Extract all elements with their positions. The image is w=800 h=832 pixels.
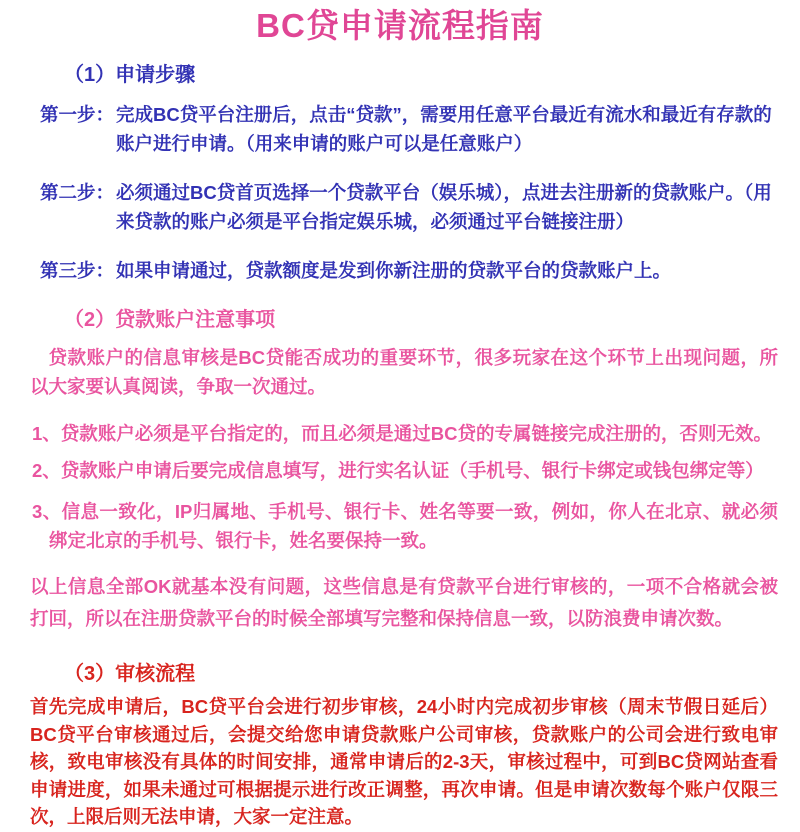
section-2-heading: （2）贷款账户注意事项 bbox=[64, 309, 276, 331]
list-item-3-text: 信息一致化，IP归属地、手机号、银行卡、姓名等要一致，例如，你人在北京、就必须绑定北京的手机号、银行卡，姓名要保持一致。 bbox=[49, 501, 778, 551]
step-3 bbox=[40, 256, 778, 285]
list-item-1 bbox=[32, 419, 778, 448]
step-3-text: 如果申请通过，贷款额度是发到你新注册的贷款平台的贷款账户上。 bbox=[116, 260, 672, 281]
step-1-text: 完成BC贷平台注册后，点击“贷款”，需要用任意平台最近有流水和最近有存款的账户进行申请。（用来申请的账户可以是任意账户） bbox=[116, 104, 772, 154]
list-item-1-label: 1、 bbox=[32, 423, 61, 444]
list-item-2 bbox=[32, 456, 778, 485]
notes-list bbox=[32, 419, 778, 555]
section-2-intro: 贷款账户的信息审核是BC贷能否成功的重要环节，很多玩家在这个环节上出现问题，所以大家要认真阅读，争取一次通过。 bbox=[30, 347, 778, 397]
section-1-heading: （1）申请步骤 bbox=[64, 64, 196, 86]
step-2-text: 必须通过BC贷首页选择一个贷款平台（娱乐城），点进去注册新的贷款账户。（用来贷款的账户必须是平台指定娱乐城，必须通过平台链接注册） bbox=[116, 182, 772, 232]
step-1-label: 第一步： bbox=[40, 104, 115, 125]
step-2-label: 第二步： bbox=[40, 182, 115, 203]
list-item-3-label: 3、 bbox=[32, 501, 62, 522]
section-2-summary: 以上信息全部OK就基本没有问题，这些信息是有贷款平台进行审核的，一项不合格就会被打回，所以在注册贷款平台的时候全部填写完整和保持信息一致，以防浪费申请次数。 bbox=[30, 576, 778, 629]
page-title: BC贷申请流程指南 bbox=[256, 7, 544, 44]
list-item-2-label: 2、 bbox=[32, 460, 61, 481]
step-1 bbox=[40, 100, 778, 158]
list-item-3 bbox=[32, 497, 778, 555]
section-3-body: 首先完成申请后，BC贷平台会进行初步审核，24小时内完成初步审核（周末节假日延后）BC贷平台审核通过后，会提交给您申请贷款账户公司审核，贷款账户的公司会进行致电审核，致电审核没有具体的时间安排，通常申请后的2-3天，审核过程中，可到BC贷网站查看申请进度，如果未通过可根据提示进行改正调整，再次申请。但是申请次数每个账户仅限三次，上限后则无法申请，大家一定注意。 bbox=[30, 696, 778, 827]
section-3-heading: （3）审核流程 bbox=[64, 663, 196, 685]
step-3-label: 第三步： bbox=[40, 260, 115, 281]
list-item-2-text: 贷款账户申请后要完成信息填写，进行实名认证（手机号、银行卡绑定或钱包绑定等） bbox=[60, 460, 764, 481]
list-item-1-text: 贷款账户必须是平台指定的，而且必须是通过BC贷的专属链接完成注册的，否则无效。 bbox=[60, 423, 773, 444]
step-2 bbox=[40, 178, 778, 236]
